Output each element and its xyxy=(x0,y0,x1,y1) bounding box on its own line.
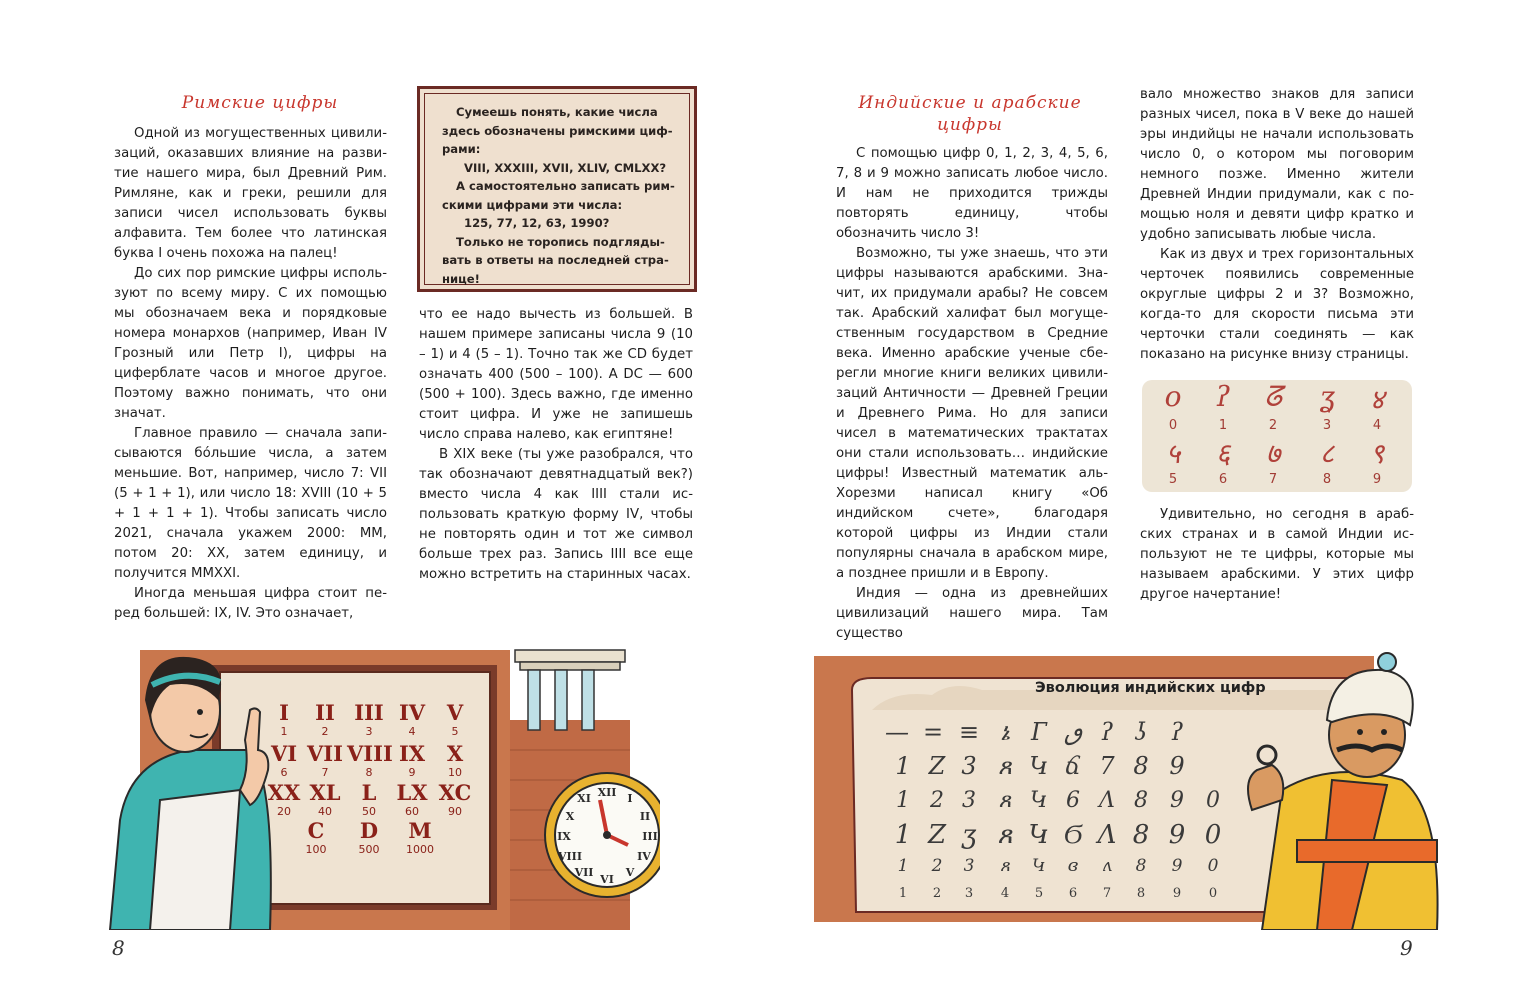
roman-numeral-value: 7 xyxy=(321,766,329,779)
roman-numeral-value: 4 xyxy=(408,725,416,738)
roman-numeral-value: 6 xyxy=(280,766,288,779)
roman-numeral: XC xyxy=(438,780,472,805)
roman-numeral-value: 100 xyxy=(305,843,327,856)
roman-numeral-value: 2 xyxy=(321,725,329,738)
evolution-digit: 5 xyxy=(1034,886,1044,901)
paragraph: Одной из могущественных цивилизаций, оказавших влияние на развитие нашего мира, был Древний Рим. Римляне, как и греки, решили для записи чисел использовать буквы алфавита. Тем более что латинская буква I очень похожа на палец! xyxy=(114,126,387,261)
roman-numeral-value: 5 xyxy=(451,725,459,738)
glyph: ५ xyxy=(1165,437,1181,470)
roman-numeral: M xyxy=(408,818,432,843)
roman-numeral-value: 20 xyxy=(277,805,291,818)
right-column-1 xyxy=(836,144,1108,644)
glyph: ९ xyxy=(1369,437,1385,470)
glyph: ६ xyxy=(1215,437,1231,470)
paragraph: вало множество знаков для записи разных чисел, пока в V веке до нашей эры индийцы не начали использовать число 0, о котором мы поговорим немного позже. Именно жители Древней Индии придумали, как с помощью ноля и девяти цифр кратко и удобно записывать любые числа. xyxy=(1140,87,1414,242)
glyph: o xyxy=(1164,380,1182,413)
quiz-note: Только не торопись подглядывать в ответы на последней странице! xyxy=(442,234,669,286)
svg-text:XI: XI xyxy=(577,792,591,805)
digit-label: 5 xyxy=(1168,472,1178,487)
digit-label: 4 xyxy=(1372,418,1382,433)
roman-numeral: VIII xyxy=(347,741,393,766)
paragraph: Главное правило — сначала записываются бо́льшие числа, а затем меньшие. Вот, например, число 7: VII (5 + 1 + 1), или число 18: XVIII (10 + 5 + 1 + 1 + 1). Чтобы записать число 2021, сначала укажем 2000: MM, потом 20: XX, затем единицу, и получится MMXXI. xyxy=(114,426,387,581)
digit-label: 1 xyxy=(1218,418,1228,433)
roman-numeral-value: 9 xyxy=(408,766,416,779)
digit-label: 9 xyxy=(1372,472,1382,487)
digit-label: 7 xyxy=(1268,472,1278,487)
quiz-numbers-2: 125, 77, 12, 63, 1990? xyxy=(464,216,610,230)
evolution-digit: 9 xyxy=(1172,886,1182,901)
quiz-question-1: Сумеешь понять, какие числа здесь обозначены римскими цифрами: xyxy=(442,105,673,156)
roman-numeral: L xyxy=(361,780,377,805)
evolution-digit: 0 xyxy=(1208,886,1218,901)
roman-numeral: D xyxy=(359,818,379,843)
roman-numeral: X xyxy=(446,741,464,766)
evolution-digit: 4 xyxy=(1000,886,1010,901)
svg-text:VIII: VIII xyxy=(558,850,582,863)
paragraph: что ее надо вычесть из большей. В нашем примере записаны числа 9 (10 – 1) и 4 (5 – 1). Точно так же CD будет означать 400 (500 – 100). A DC — 600 (500 + 100). Здесь важно, где именно стоит цифра. И уже не запишешь число справа налево, как египтяне! xyxy=(419,307,693,442)
roman-numeral: VII xyxy=(307,741,343,766)
roman-numeral: III xyxy=(354,700,384,725)
svg-text:VI: VI xyxy=(600,873,614,886)
roman-numeral: IX xyxy=(398,741,426,766)
evolution-title: Эволюция индийских цифр xyxy=(1035,680,1266,696)
roman-numeral: LX xyxy=(396,780,428,805)
svg-text:IX: IX xyxy=(557,830,571,843)
roman-numeral-value: 60 xyxy=(405,805,419,818)
svg-text:VII: VII xyxy=(574,866,594,879)
paragraph: С помощью цифр 0, 1, 2, 3, 4, 5, 6, 7, 8 и 9 можно записать любое число. И нам не приходится трижды повторять единицу, чтобы обозначить число 3! xyxy=(836,146,1108,241)
evolution-digit: 7 xyxy=(1102,886,1112,901)
roman-numeral-value: 1000 xyxy=(406,843,434,856)
roman-numeral: XX xyxy=(267,780,301,805)
roman-numeral-value: 500 xyxy=(358,843,380,856)
glyph: ʔ xyxy=(1215,380,1231,413)
glyph: ʓ xyxy=(1319,380,1335,413)
svg-text:V: V xyxy=(625,866,635,879)
paragraph: До сих пор римские цифры используют по всему миру. С их помощью мы обозначаем века и порядковые номера монархов (например, Иван IV Грозный или Петр I), цифры на циферблате часов и многое другое. Поэтому важно понимать, что они значат. xyxy=(114,266,387,421)
digit-label: 3 xyxy=(1322,418,1332,433)
indian-digits-card xyxy=(1142,380,1412,492)
paragraph: В XIX веке (ты уже разобрался, что так обозначают девятнадцатый век?) вместо числа 4 как IIII стали использовать краткую форму IV, чтобы не повторять один и тот же символ больше трех раз. Запись IIII все еще можно встретить на старинных часах. xyxy=(419,447,693,582)
glyph: ७ xyxy=(1265,437,1281,470)
quiz-question-2: А самостоятельно записать римскими цифрами эти числа: xyxy=(442,179,675,212)
glyph: ᘔ xyxy=(1263,380,1283,413)
paragraph: Иногда меньшая цифра стоит перед большей: IX, IV. Это означает, xyxy=(114,586,387,621)
roman-numeral: XL xyxy=(309,780,341,805)
evolution-digit: 1 xyxy=(898,886,908,901)
roman-numeral: I xyxy=(279,700,289,725)
evolution-digit: 2 xyxy=(932,886,942,901)
page-number-right: 9 xyxy=(1400,936,1413,960)
left-column-1 xyxy=(114,124,387,624)
roman-numeral-value: 50 xyxy=(362,805,376,818)
roman-numeral-value: 3 xyxy=(365,725,373,738)
digit-label: 8 xyxy=(1322,472,1332,487)
roman-numeral: II xyxy=(315,700,335,725)
digit-label: 6 xyxy=(1218,472,1228,487)
quiz-box xyxy=(417,86,697,292)
roman-numeral-value: 8 xyxy=(365,766,373,779)
paragraph: Удивительно, но сегодня в арабских странах и в самой Индии используют не те цифры, которые мы называем арабскими. У этих цифр другое начертание! xyxy=(1140,507,1414,602)
left-heading: Римские цифры xyxy=(181,93,339,113)
right-heading: Индийские и арабские цифры xyxy=(858,93,1082,135)
quiz-numbers-1: VIII, XXXIII, XVII, XLIV, CMLXX? xyxy=(464,160,667,175)
right-column-2 xyxy=(1140,85,1414,365)
roman-numeral-value: 1 xyxy=(280,725,288,738)
glyph: ८ xyxy=(1319,437,1335,470)
svg-text:II: II xyxy=(639,810,651,823)
svg-text:X: X xyxy=(565,810,575,823)
svg-text:I: I xyxy=(627,792,633,805)
roman-numeral-value: 90 xyxy=(448,805,462,818)
page-number-left: 8 xyxy=(112,936,125,960)
svg-text:III: III xyxy=(642,830,658,843)
evolution-digit: 8 xyxy=(1136,886,1146,901)
digit-label: 2 xyxy=(1268,418,1278,433)
evolution-digit: 3 xyxy=(964,886,974,901)
paragraph: Как из двух и трех горизонтальных черточек появились современные округлые цифры 2 и 3? Возможно, когда-то для скорости письма эти черточки стали соединять — как показано на рисунке внизу страницы. xyxy=(1140,247,1414,362)
roman-numeral-value: 40 xyxy=(318,805,332,818)
left-column-2 xyxy=(419,305,693,585)
roman-numeral: IV xyxy=(398,700,426,725)
svg-text:XII: XII xyxy=(597,786,617,799)
paragraph: Индия — одна из древнейших цивилизаций нашего мира. Там существо xyxy=(836,586,1108,641)
glyph: ४ xyxy=(1369,383,1385,416)
digit-label: 0 xyxy=(1168,418,1178,433)
paragraph: Возможно, ты уже знаешь, что эти цифры называются арабскими. Значит, их придумали арабы? Не совсем так. Арабский халифат был могущественным государством в Средние века. Именно арабские ученые сберегли многие книги великих цивилизаций Античности — Древней Греции и Древнего Рима. Но для записи чисел в математических трактатах они стали использовать… индийские цифры! Известный математик аль-Хорезми написал книгу «Об индийском счете», благодаря которой цифры из Индии стали популярны сначала в арабском мире, а позднее пришли и в Европу. xyxy=(836,246,1108,581)
roman-numeral-value: 10 xyxy=(448,766,462,779)
svg-text:IV: IV xyxy=(637,850,651,863)
right-column-2-bottom xyxy=(1140,505,1414,605)
roman-numeral: VI xyxy=(270,741,298,766)
roman-numeral: V xyxy=(446,700,464,725)
roman-numeral: C xyxy=(307,818,325,843)
evolution-digit: 6 xyxy=(1068,886,1078,901)
